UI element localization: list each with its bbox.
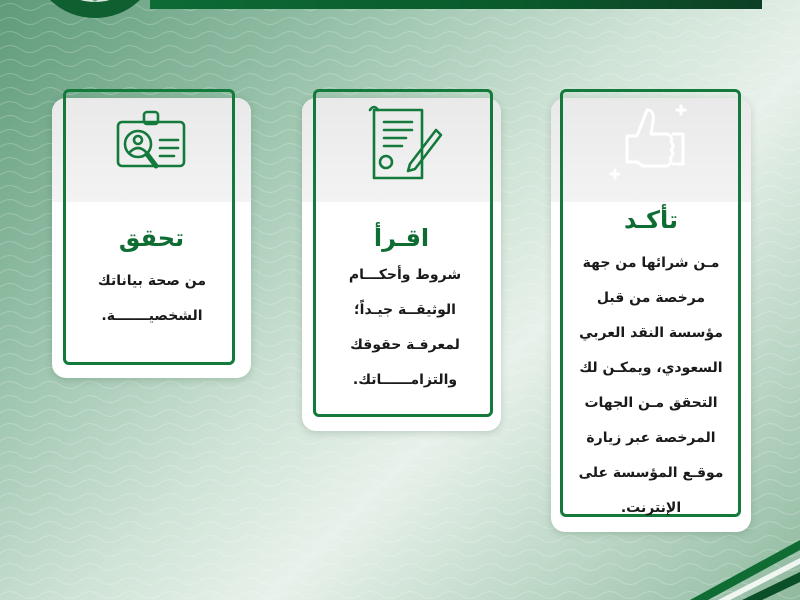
- card-text-line: شروط وأحكـــام: [348, 267, 462, 283]
- card-text-line: مرخصة من قبل: [596, 290, 706, 306]
- document-pen-icon: [366, 104, 444, 184]
- card-confirm-license: [551, 98, 751, 532]
- card-text-line: التحقق مـن الجهات: [584, 395, 718, 411]
- thumbs-up-icon: [607, 104, 697, 186]
- card-text: [316, 258, 494, 398]
- card-text-line: مـن شرائها من جهة: [582, 255, 720, 271]
- card-text-line: موقـع المؤسسة على: [578, 465, 724, 481]
- card-text: [66, 264, 238, 334]
- card-text-line: والتزامــــــاتك.: [352, 372, 458, 388]
- card-text-line: الوثيقــة جيـداً؛: [354, 302, 456, 318]
- card-text-line: لمعرفـة حقوقك: [350, 337, 460, 353]
- card-verify-data: [52, 98, 251, 378]
- top-green-bar: [150, 0, 762, 9]
- card-read-terms: [302, 98, 501, 431]
- card-text-line: الإنترنت.: [620, 500, 682, 516]
- card-title: اقـرأ: [373, 224, 430, 252]
- card-text-line: الشخصيـــــــة.: [101, 308, 203, 324]
- id-badge-search-icon: [112, 106, 190, 184]
- card-text-line: من صحة بياناتك: [97, 273, 207, 289]
- card-text-line: المرخصة عبر زيارة: [586, 430, 716, 446]
- card-title: تحقق: [118, 224, 185, 252]
- card-title: تأكـد: [623, 206, 679, 234]
- card-text-line: مؤسسة النقد العربي: [579, 325, 723, 341]
- card-text: [561, 246, 741, 526]
- corner-badge-decoration: [30, 0, 160, 20]
- card-text-line: السعودي، ويمكـن لك: [579, 360, 723, 376]
